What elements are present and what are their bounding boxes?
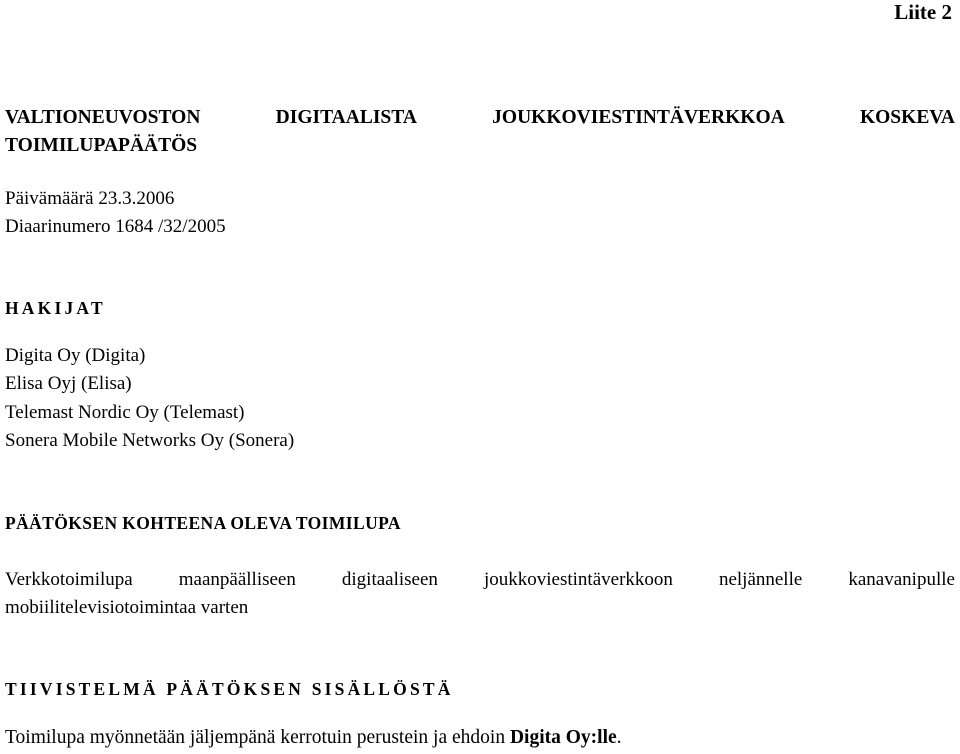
final-sentence-prefix: Toimilupa myönnetään jäljempänä kerrotuin perustein ja ehdoin [5,727,510,748]
license-heading: PÄÄTÖKSEN KOHTEENA OLEVA TOIMILUPA [5,513,401,533]
final-sentence-suffix: . [616,727,622,748]
applicant-item: Digita Oy (Digita) [5,345,146,366]
license-text-line-2: mobiilitelevisiotoimintaa varten [5,597,249,618]
title-word: KOSKEVA [859,107,955,128]
document-title-line-2: TOIMILUPAPÄÄTÖS [5,135,198,156]
license-text-line-1 [5,569,955,591]
document-title-line-1 [5,107,955,129]
applicants-heading: HAKIJAT [5,298,106,318]
title-word: JOUKKOVIESTINTÄVERKKOA [492,107,785,128]
licensee-name: Digita Oy:lle [509,727,617,748]
applicant-item: Elisa Oyj (Elisa) [5,373,132,394]
license-word: maanpäälliseen [178,569,296,590]
attachment-label: Liite 2 [894,0,952,24]
summary-heading: TIIVISTELMÄ PÄÄTÖKSEN SISÄLLÖSTÄ [5,679,454,699]
final-sentence [5,727,622,749]
diary-number: Diaarinumero 1684 /32/2005 [5,216,226,237]
applicant-item: Sonera Mobile Networks Oy (Sonera) [5,430,295,451]
license-word: digitaaliseen [341,569,438,590]
license-word: Verkkotoimilupa [5,569,133,590]
decision-date: Päivämäärä 23.3.2006 [5,188,175,209]
license-word: neljännelle [718,569,803,590]
license-word: kanavanipulle [848,569,955,590]
license-word: joukkoviestintäverkkoon [483,569,673,590]
applicant-item: Telemast Nordic Oy (Telemast) [5,402,245,423]
title-word: DIGITAALISTA [275,107,417,128]
title-word: VALTIONEUVOSTON [5,107,201,128]
